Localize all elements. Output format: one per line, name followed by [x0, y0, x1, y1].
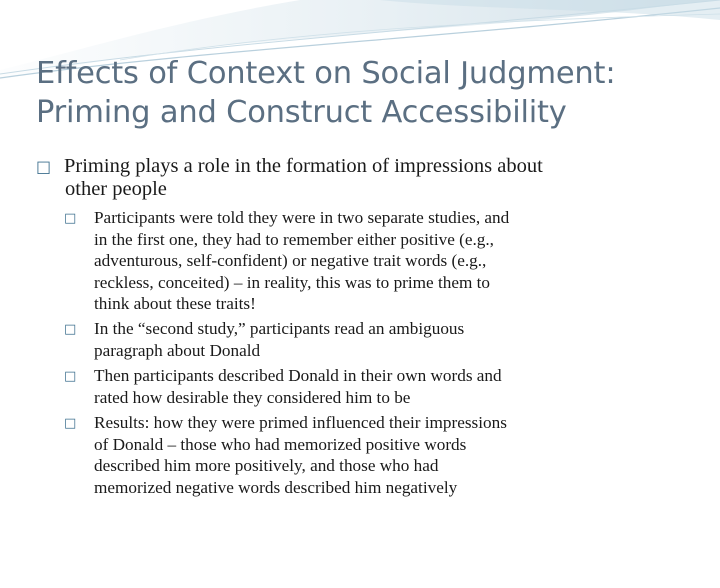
sub-bullet-3-line-2: rated how desirable they considered him to be — [94, 388, 411, 408]
sub-bullet-4-line-2: of Donald – those who had memorized positive words — [94, 435, 467, 455]
slide-title — [36, 54, 696, 132]
sub-bullet-1-line-4: reckless, conceited) – in reality, this was to prime them to — [94, 272, 490, 292]
main-bullet-line-1: Priming plays a role in the formation of impressions about — [64, 155, 543, 177]
square-bullet-icon: □ — [64, 211, 77, 226]
sub-bullet-4-line-4: memorized negative words described him negatively — [94, 477, 458, 497]
square-bullet-icon: □ — [64, 416, 77, 431]
sub-bullet-3 — [64, 365, 684, 408]
sub-bullet-4-line-1: Results: how they were primed influenced their impressions — [94, 413, 507, 432]
square-bullet-icon: □ — [64, 369, 77, 384]
slide-title-line-1: Effects of Context on Social Judgment: — [36, 56, 616, 91]
main-bullet — [36, 155, 686, 200]
sub-bullet-1 — [64, 207, 684, 314]
square-bullet-icon: □ — [36, 157, 52, 176]
sub-bullet-3-line-1: Then participants described Donald in their own words and — [94, 366, 502, 385]
sub-bullet-1-line-1: Participants were told they were in two separate studies, and — [94, 208, 510, 227]
main-bullet-line-2: other people — [65, 178, 167, 200]
sub-bullet-1-line-2: in the first one, they had to remember either positive (e.g., — [94, 230, 494, 250]
sub-bullet-4 — [64, 412, 684, 498]
sub-bullet-2-line-1: In the “second study,” participants read an ambiguous — [94, 319, 465, 338]
square-bullet-icon: □ — [64, 322, 77, 337]
sub-bullet-2 — [64, 318, 684, 361]
sub-bullet-4-line-3: described him more positively, and those who had — [94, 456, 439, 476]
slide-title-line-2: Priming and Construct Accessibility — [36, 95, 567, 130]
sub-bullet-1-line-5: think about these traits! — [94, 293, 256, 313]
sub-bullet-2-line-2: paragraph about Donald — [94, 341, 261, 361]
sub-bullet-1-line-3: adventurous, self-confident) or negative trait words (e.g., — [94, 251, 487, 271]
